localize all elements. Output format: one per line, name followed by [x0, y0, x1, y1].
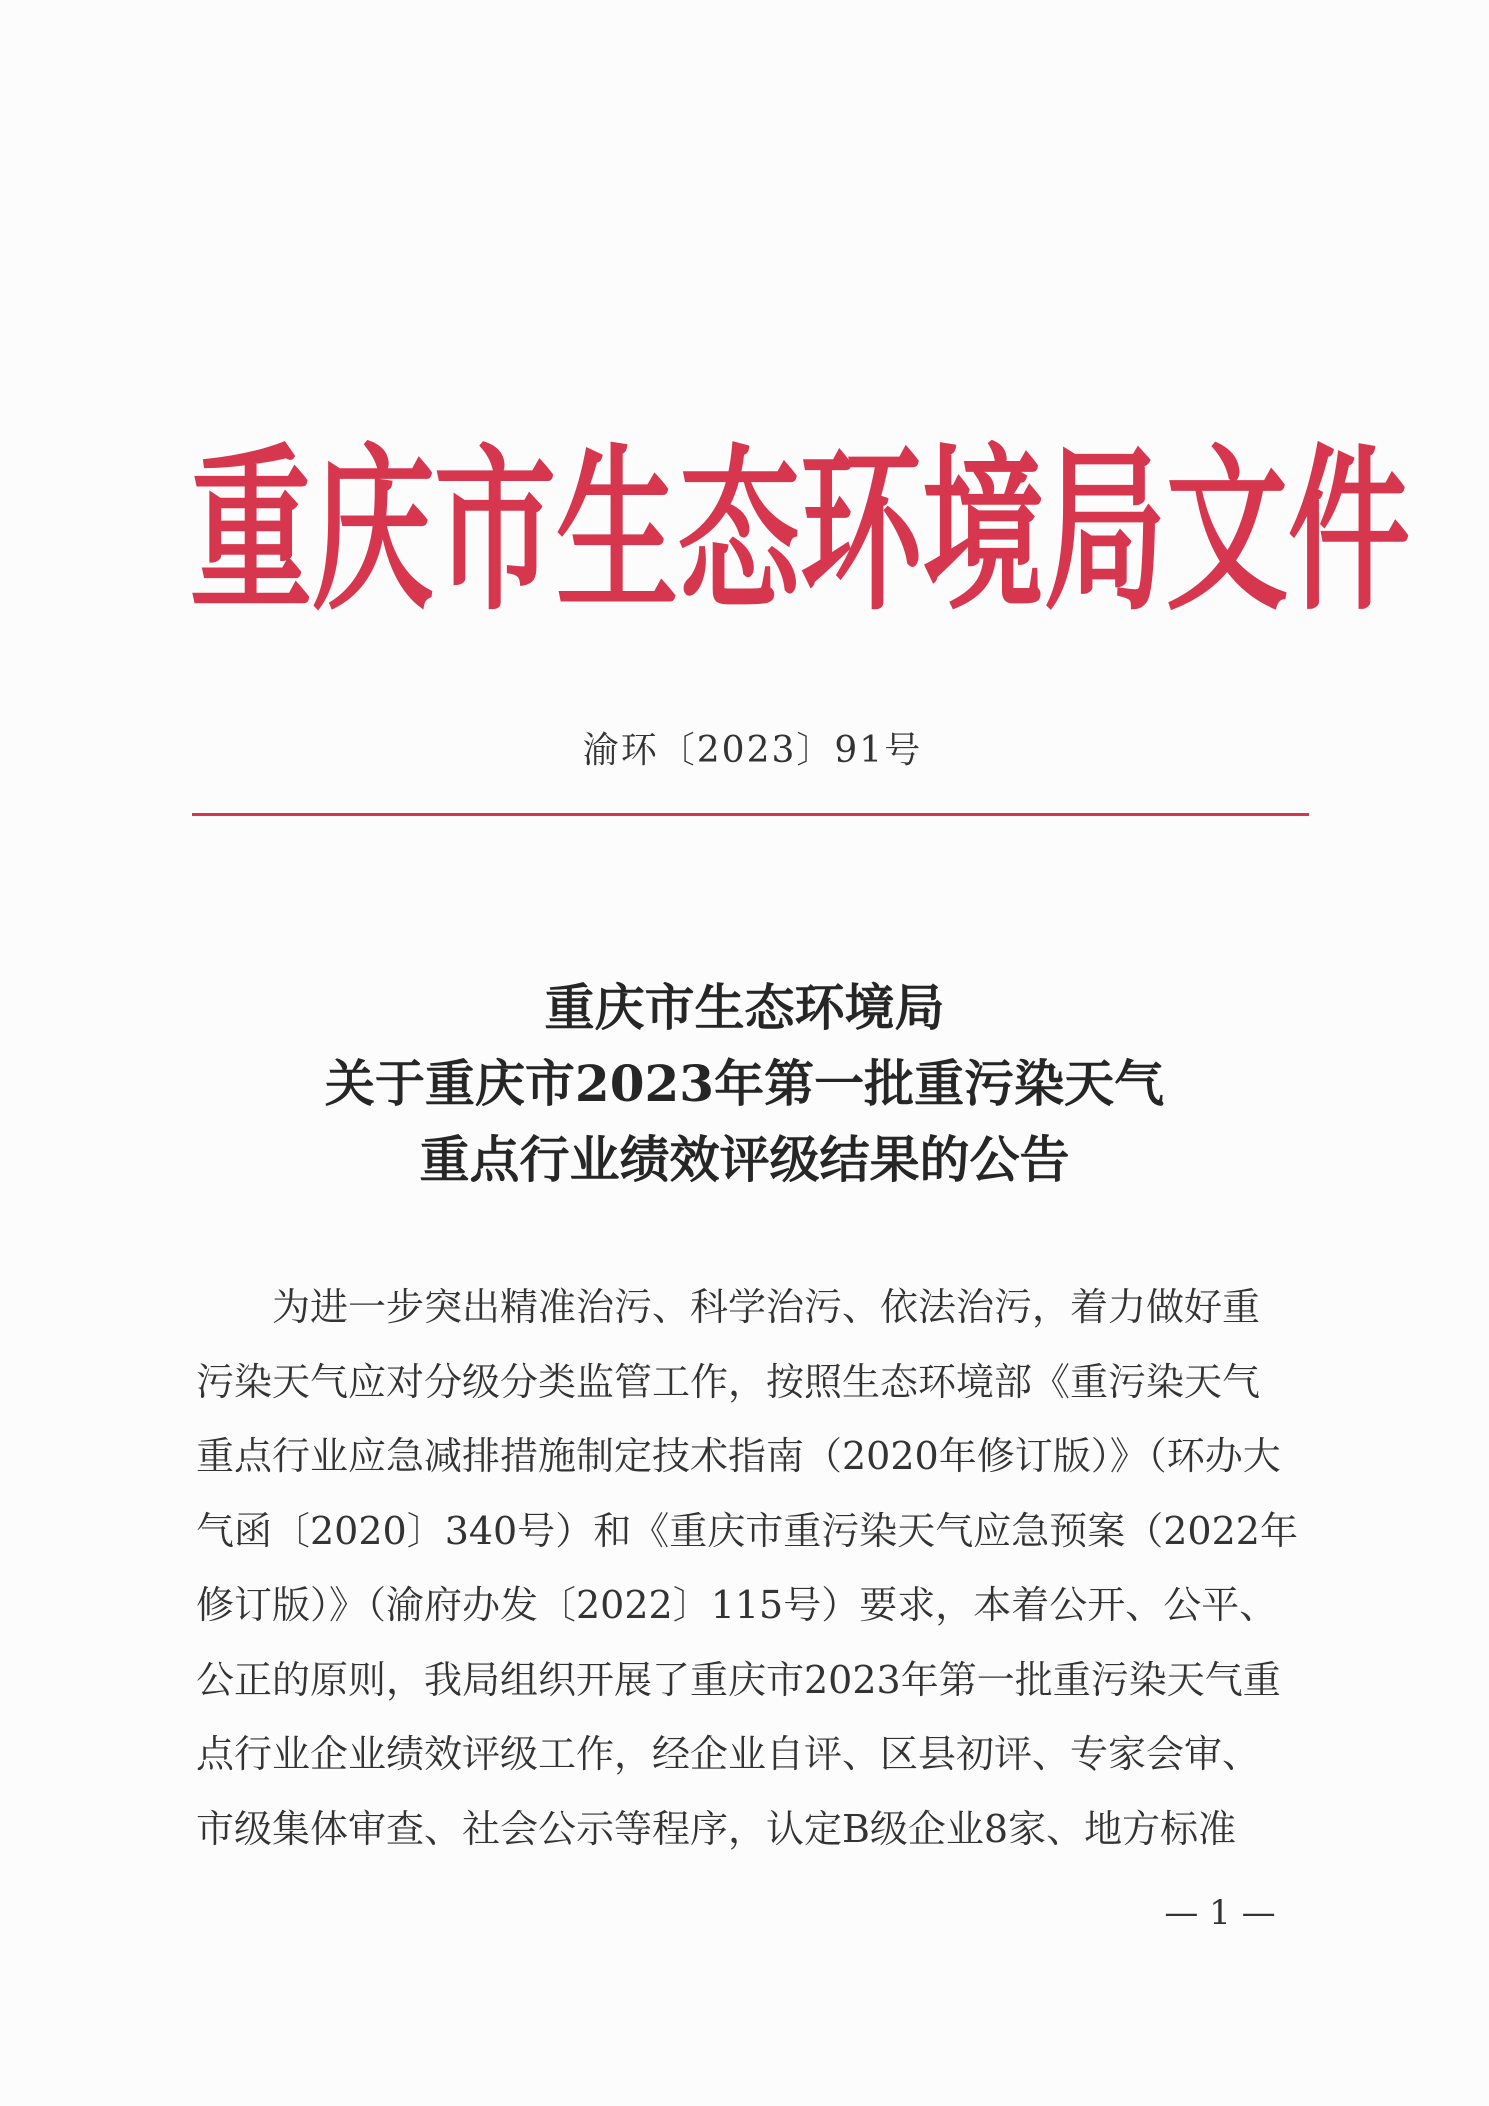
body-paragraph	[196, 1270, 1311, 1866]
page-number: — 1 —	[1164, 1893, 1276, 1933]
red-divider-line	[192, 813, 1309, 816]
masthead-title: 重庆市生态环境局文件	[190, 425, 1410, 635]
title-line-2: 关于重庆市2023年第一批重污染天气	[324, 1054, 1165, 1113]
body-line: 为进一步突出精准治污、科学治污、依法治污，着力做好重	[272, 1285, 1261, 1329]
body-line: 重点行业应急减排措施制定技术指南（2020年修订版）》（环办大	[196, 1434, 1281, 1478]
body-line: 市级集体审查、社会公示等程序，认定B级企业8家、地方标准	[196, 1806, 1237, 1851]
document-number: 渝环〔2023〕91号	[582, 730, 923, 771]
title-line-3: 重点行业绩效评级结果的公告	[419, 1130, 1070, 1189]
body-line: 气函〔2020〕340号）和《重庆市重污染天气应急预案（2022年	[196, 1508, 1298, 1553]
announcement-title	[150, 970, 1339, 1198]
body-line: 公正的原则，我局组织开展了重庆市2023年第一批重污染天气重	[196, 1657, 1281, 1702]
body-line: 点行业企业绩效评级工作，经企业自评、区县初评、专家会审、	[196, 1732, 1261, 1776]
body-line: 污染天气应对分级分类监管工作，按照生态环境部《重污染天气	[196, 1359, 1261, 1404]
body-line: 修订版）》（渝府办发〔2022〕115号）要求，本着公开、公平、	[196, 1583, 1278, 1627]
title-line-1: 重庆市生态环境局	[544, 978, 945, 1037]
